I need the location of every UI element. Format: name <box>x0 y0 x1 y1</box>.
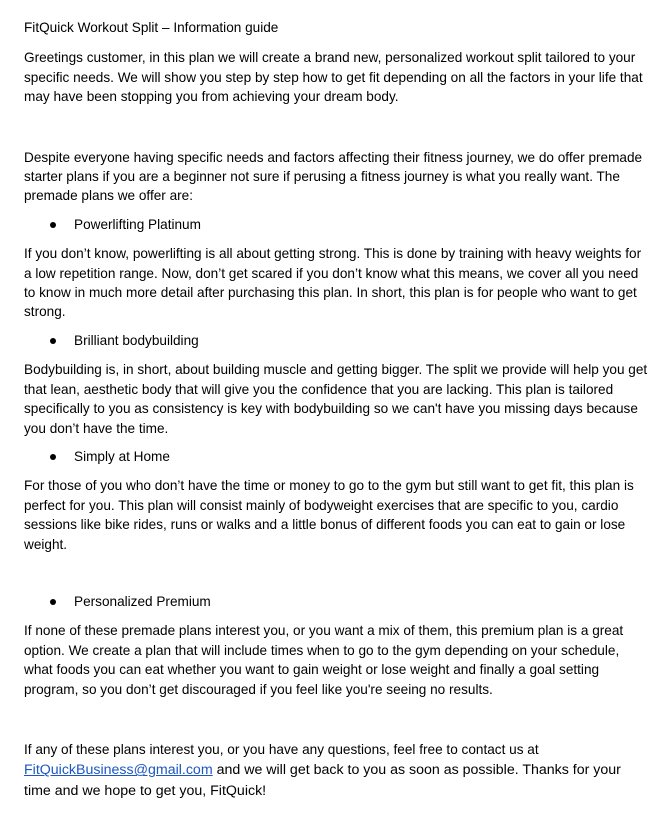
plan-bullet-home <box>24 447 648 466</box>
plan-name: Powerlifting Platinum <box>74 216 201 232</box>
contact-line-after: and we will get back to you as soon as possible. Thanks for your time and we hope to get you, FitQuick! <box>24 762 621 800</box>
plan-name: Simply at Home <box>74 448 170 464</box>
plan-name: Personalized Premium <box>74 593 211 609</box>
plan-bullet-bodybuilding <box>24 331 648 350</box>
contact-paragraph <box>24 760 648 802</box>
intro-paragraph: Greetings customer, in this plan we will create a brand new, personalized workout split tailored to your specific needs. We will show you step by step how to get fit depending on all the factors in your life that may have been stopping you from achieving your dream body. <box>24 50 643 105</box>
premade-intro-paragraph: Despite everyone having specific needs and factors affecting their fitness journey, we do offer premade starter plans if you are a beginner not sure if perusing a fitness journey is what you really want. The premade plans we offer are: <box>24 149 643 204</box>
spacer <box>24 554 648 592</box>
plan-description-home: For those of you who don’t have the time or money to go to the gym but still want to get fit, this plan is perfect for you. This plan will consist mainly of bodyweight exercises that are specific to you, cardio sessions like bike rides, runs or walks and a little bonus of different foods you can eat to gain or lose weight. <box>24 478 634 552</box>
plan-description-premium: If none of these premade plans interest you, or you want a mix of them, this premium plan is a great option. We create a plan that will include times when to go to the gym depending on your schedule, what foods you can eat whether you want to gain weight or lose weight and finally a goal setting program, so you don’t get discouraged if you feel like you're seeing no results. <box>24 623 624 697</box>
plan-name: Brilliant bodybuilding <box>74 332 199 348</box>
bullet-icon <box>50 599 56 605</box>
bullet-icon <box>50 454 56 460</box>
spacer <box>24 107 648 148</box>
contact-line-before: If any of these plans interest you, or you have any questions, feel free to contact us at <box>24 741 539 757</box>
plan-description-powerlifting: If you don’t know, powerlifting is all about getting strong. This is done by training with heavy weights for a low repetition range. Now, don’t get scared if you don’t know what this means, we cover all you need to know in much more detail after purchasing this plan. In short, this plan is for people who want to get strong. <box>24 246 642 320</box>
plan-bullet-powerlifting <box>24 215 648 234</box>
bullet-icon <box>50 338 56 344</box>
contact-email-link[interactable]: FitQuickBusiness@gmail.com <box>24 762 213 779</box>
document-title: FitQuick Workout Split – Information guide <box>24 20 279 35</box>
plan-description-bodybuilding: Bodybuilding is, in short, about building muscle and getting bigger. The split we provide will help you get that lean, aesthetic body that will give you the confidence that you are lacking. This plan is tailored specifically to you as consistency is key with bodybuilding so we can't have you missing days because you don’t have the time. <box>24 362 648 436</box>
plan-bullet-premium <box>24 592 648 611</box>
spacer <box>24 699 648 740</box>
bullet-icon <box>50 222 56 228</box>
